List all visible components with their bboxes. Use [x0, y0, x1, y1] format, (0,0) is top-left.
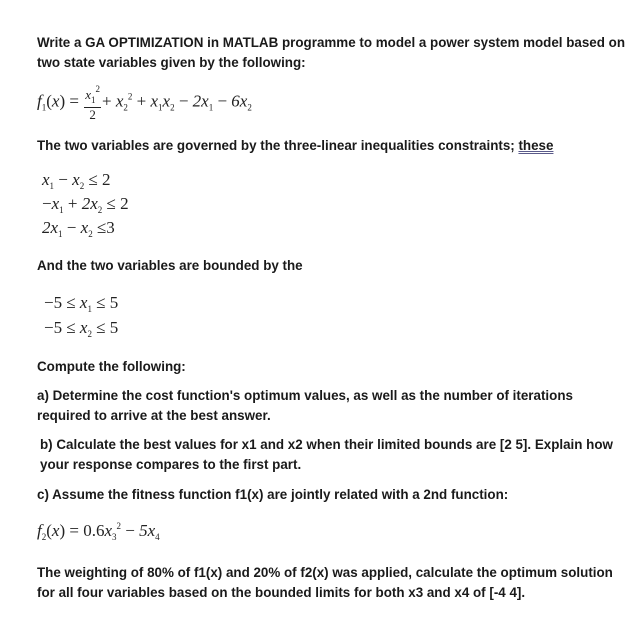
compute-heading: Compute the following:: [37, 359, 186, 374]
part-a: a) Determine the cost function's optimum values, as well as the number of iterations required to arrive at the best answer.: [37, 388, 573, 423]
underlined-word: these: [518, 138, 554, 153]
intro-paragraph: Write a GA OPTIMIZATION in MATLAB programme to model a power system model based on two state variables given by the following:: [37, 35, 626, 70]
bounds-paragraph: And the two variables are bounded by the: [37, 258, 303, 273]
equation-f1: $f_1(x)$ = $\frac{x_1^2}{2}$ + $x_2^2 + x_1x_2 - 2x_1 - 6x_2$: [37, 84, 252, 122]
constraint-3: $2x_1 - x_2 \le 3$: [42, 218, 115, 239]
part-b: b) Calculate the best values for x1 and x2 when their limited bounds are [2 5]. Explain how your response compares to the first part.: [40, 437, 613, 472]
bound-x2: $-5 \le x_2 \le 5$: [44, 318, 119, 339]
constraints-text: The two variables are governed by the three-linear inequalities constraints;: [37, 138, 519, 153]
bound-x1: $-5 \le x_1 \le 5$: [44, 293, 119, 314]
constraint-2: $-x_1 + 2x_2 \le 2$: [42, 194, 129, 215]
constraint-1: $x_1 - x_2 \le 2$: [42, 170, 111, 191]
equation-f2: $f_2(x) = 0.6x_3^2 - 5x_4$: [37, 521, 160, 542]
part-c: c) Assume the fitness function f1(x) are jointly related with a 2nd function:: [37, 487, 509, 502]
weighting-paragraph: The weighting of 80% of f1(x) and 20% of f2(x) was applied, calculate the optimum solution for all four variables based on the bounded limits for both x3 and x4 of [-4 4].: [37, 565, 613, 600]
constraints-paragraph: [37, 136, 629, 156]
